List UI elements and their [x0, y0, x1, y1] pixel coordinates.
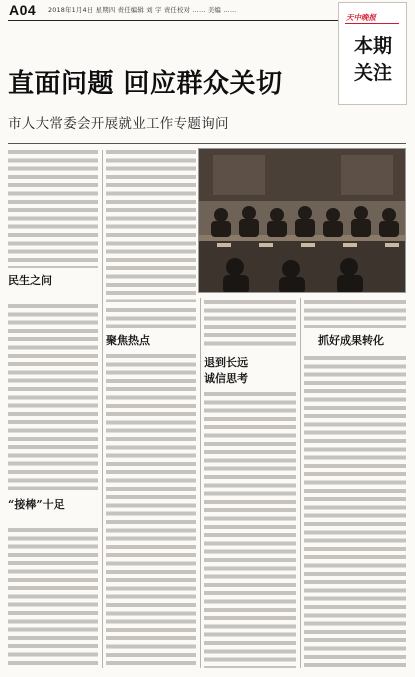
column-rule	[200, 298, 201, 668]
section-title: 聚焦热点	[106, 334, 150, 347]
meeting-photo	[198, 148, 406, 293]
section-title: “接棒”十足	[8, 498, 65, 511]
body-text-block	[106, 150, 196, 302]
column-brand-rule	[345, 23, 399, 24]
body-text-block	[304, 356, 406, 668]
body-text-block	[8, 528, 98, 668]
body-text-block	[106, 308, 196, 328]
body-text-block	[106, 354, 196, 668]
body-text-block	[304, 300, 406, 328]
headline: 直面问题 回应群众关切	[8, 69, 283, 99]
body-text-block	[204, 300, 296, 348]
column-rule	[102, 150, 103, 668]
body-text-block	[204, 392, 296, 668]
section-title: 民生之问	[8, 274, 52, 287]
section-title: 诚信思考	[204, 372, 248, 385]
subheadline: 市人大常委会开展就业工作专题询问	[8, 116, 229, 132]
column-rule	[300, 298, 301, 668]
body-text-block	[8, 150, 98, 268]
issue-line: 2018年1月4日 星期四 责任编辑 刘 宇 责任校对 …… 美编 ……	[48, 6, 237, 14]
column-tab	[338, 2, 407, 105]
meeting-scene	[199, 149, 406, 293]
body-text-block	[8, 304, 98, 490]
section-title: 抓好成果转化	[318, 334, 384, 347]
column-brand: 天中晚报	[346, 13, 376, 22]
section-title: 退到长远	[204, 356, 248, 369]
column-title: 本期关注	[353, 35, 392, 84]
page-number: A04	[9, 2, 37, 18]
headline-rule	[8, 143, 406, 144]
